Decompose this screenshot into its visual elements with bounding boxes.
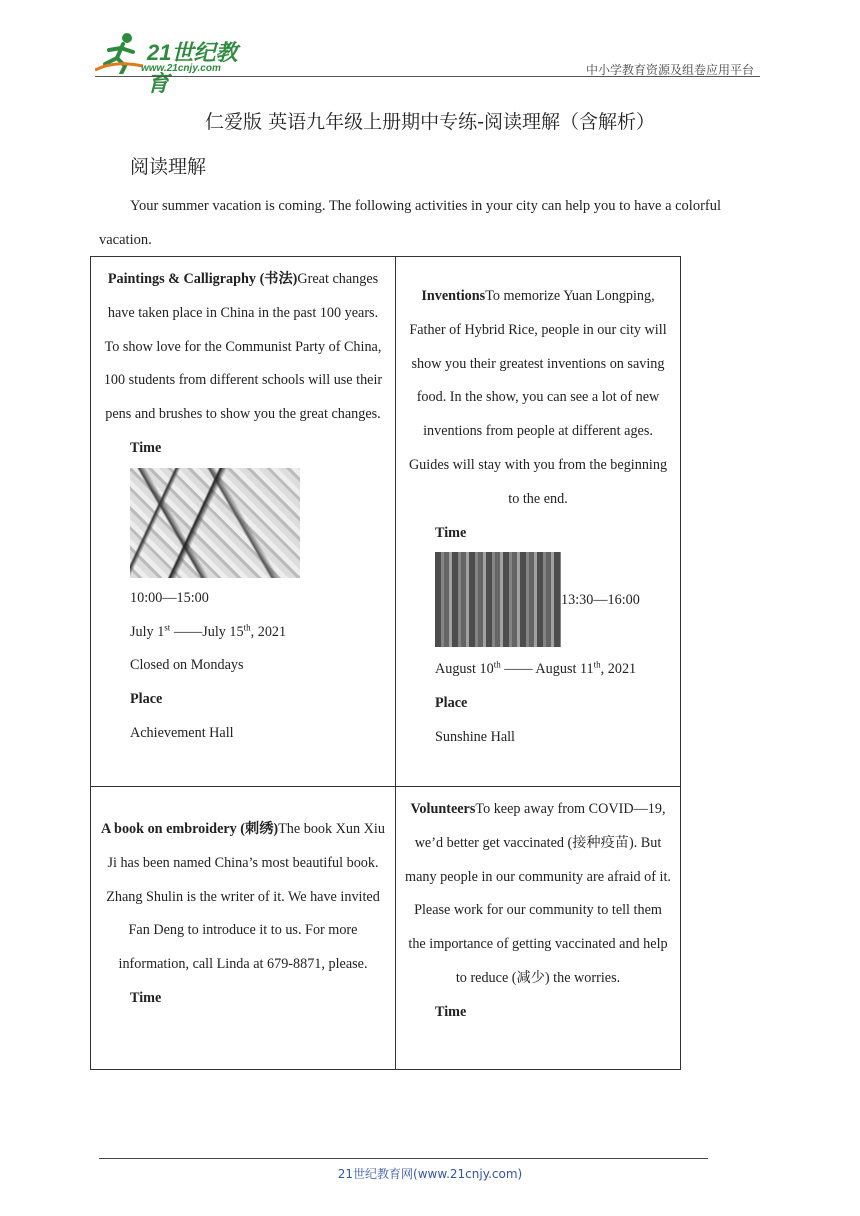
inventions-place-label: Place <box>435 695 468 712</box>
runner-logo-icon <box>95 30 145 74</box>
header-tagline: 中小学教育资源及组卷应用平台 <box>585 63 754 77</box>
paintings-time: 10:00—15:00 <box>130 589 209 606</box>
paintings-description <box>99 263 387 432</box>
paintings-closed: Closed on Mondays <box>130 657 244 674</box>
inventions-card <box>396 257 681 787</box>
volunteers-description <box>404 793 672 996</box>
inventions-heading: Inventions <box>421 288 486 304</box>
book-description <box>99 813 387 982</box>
paintings-date: July 1st ——July 15th, 2021 <box>130 621 287 640</box>
inventions-description <box>404 280 672 517</box>
paintings-heading: Paintings & Calligraphy (书法) <box>107 271 298 287</box>
page-header <box>95 30 760 96</box>
paintings-card <box>91 257 396 787</box>
page-title: 仁爱版 英语九年级上册期中专练-阅读理解（含解析） <box>205 111 655 133</box>
inventions-text: To memorize Yuan Longping, Father of Hybrid Rice, people in our city will show you their greatest inventions on saving food. In the show, you can see a lot of new inventions from people at different ages. Guides will stay with you from the beginning to the end. <box>408 288 668 507</box>
footer-divider <box>99 1158 708 1159</box>
intro-paragraph: Your summer vacation is coming. The following activities in your city can help you to have a colorful vacation. <box>99 198 722 248</box>
logo-url: www.21cnjy.com <box>141 63 221 74</box>
inventions-date: August 10th —— August 11th, 2021 <box>435 659 637 678</box>
paintings-time-label: Time <box>130 439 162 456</box>
section-heading: 阅读理解 <box>130 156 207 178</box>
volunteers-time-label: Time <box>435 1003 467 1020</box>
logo-brand: 21世纪教育 <box>147 40 238 96</box>
footer-link[interactable]: 21世纪教育网(www.21cnjy.com) <box>337 1167 523 1181</box>
paintings-text: Great changes have taken place in China in the past 100 years. To show love for the Communist Party of China, 100 students from different schools will use their pens and brushes to show you the great changes. <box>103 271 383 423</box>
header-divider <box>95 76 760 77</box>
inventions-time-label: Time <box>435 524 467 541</box>
book-card <box>91 787 396 1070</box>
volunteers-card <box>396 787 681 1070</box>
calligraphy-photo <box>130 468 300 578</box>
logo <box>95 30 255 96</box>
volunteers-heading: Volunteers <box>410 801 476 817</box>
paintings-place: Achievement Hall <box>130 724 234 741</box>
book-time-label: Time <box>130 989 162 1006</box>
volunteers-text: To keep away from COVID—19, we’d better get vaccinated (接种疫苗). But many people in our community are afraid of it. Please work for our community to tell them the importance of getting vaccinated and help to reduce (减少) the worries. <box>405 801 671 986</box>
inventions-place: Sunshine Hall <box>435 728 515 745</box>
paintings-place-label: Place <box>130 691 163 708</box>
activities-table <box>90 256 681 1070</box>
book-text: The book Xun Xiu Ji has been named China’s most beautiful book. Zhang Shulin is the writer of it. We have invited Fan Deng to introduce it to us. For more information, call Linda at 679-8871, please. <box>106 821 385 973</box>
book-heading: A book on embroidery (刺绣) <box>101 821 279 837</box>
inventions-photo <box>435 552 561 647</box>
inventions-time: 13:30—16:00 <box>561 592 640 609</box>
